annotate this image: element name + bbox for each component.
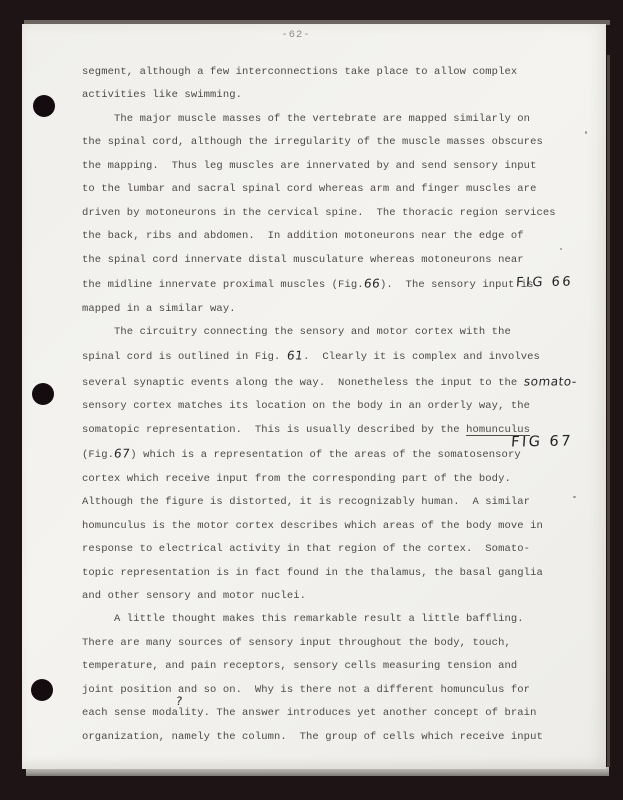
text-line [82, 515, 606, 538]
typed-text: homunculus is the motor cortex describes which areas of the body move in [82, 519, 543, 532]
text-line [82, 202, 606, 225]
text-line [82, 694, 606, 725]
text-line [82, 491, 606, 514]
handwritten-question-mark: ? [175, 694, 184, 709]
handwritten-margin-note-fig67: FIG 67 [510, 433, 574, 451]
typed-text: (Fig. [82, 449, 115, 462]
text-line [82, 249, 606, 272]
text-line [82, 679, 606, 702]
typed-text: segment, although a few interconnections take place to allow complex [82, 66, 518, 78]
text-line [82, 585, 606, 608]
typed-text: temperature, and pain receptors, sensory cells measuring tension and [82, 660, 518, 673]
text-line [82, 468, 606, 491]
text-line [82, 726, 606, 749]
text-line [82, 272, 606, 297]
handwritten-figure-number: 67 [113, 446, 132, 461]
typed-text: mapped in a similar way. [82, 302, 236, 315]
typed-body-text [22, 61, 606, 749]
text-line [82, 632, 606, 655]
typed-text: somatopic representation. This is usually described by the [82, 423, 467, 436]
text-line [82, 370, 606, 395]
typed-text: activities like swimming. [82, 89, 243, 102]
typed-text: spinal cord is outlined in Fig. [82, 351, 287, 364]
typed-text: response to electrical activity in that region of the cortex. Somato- [82, 543, 531, 556]
typed-text: The circuitry connecting the sensory and motor cortex with the [82, 325, 511, 338]
typed-text: the mapping. Thus leg muscles are innervated by and send sensory input [82, 159, 537, 172]
typed-text: several synaptic events along the way. Nonetheless the input to the [82, 376, 524, 389]
text-line [82, 608, 606, 631]
typed-text: ). The sensory input is [379, 279, 534, 292]
text-line [82, 225, 606, 248]
text-line [82, 108, 606, 131]
paper-stack-right-edge [607, 55, 610, 767]
text-line [82, 321, 606, 344]
page-number: -62- [281, 29, 311, 41]
typed-text: to the lumbar and sacral spinal cord whereas arm and finger muscles are [82, 183, 537, 196]
text-line [82, 655, 606, 678]
typed-text: The major muscle masses of the vertebrate are mapped similarly on [82, 112, 531, 125]
typed-text: the midline innervate proximal muscles (Fig. [82, 279, 364, 292]
typed-text: . The answer introduces yet another concept of brain [203, 707, 537, 720]
text-line [82, 562, 606, 585]
handwritten-figure-number: 66 [362, 276, 381, 291]
typed-text: each sense modality [82, 707, 204, 720]
typed-text: joint position and so on. Why is there not a different homunculus for [82, 683, 531, 696]
text-line [82, 155, 606, 178]
text-line [82, 131, 606, 154]
typed-text: There are many sources of sensory input throughout the body, touch, [82, 636, 511, 649]
typed-text: the back, ribs and abdomen. In addition motoneurons near the edge of [82, 230, 524, 243]
typed-text: organization, namely the column. The group of cells which receive input [82, 730, 543, 743]
scanned-page [22, 24, 606, 769]
typed-text: the spinal cord, although the irregularity of the muscle masses obscures [82, 136, 543, 149]
text-line [82, 419, 606, 442]
typed-text: Although the figure is distorted, it is recognizably human. A similar [82, 496, 531, 509]
typed-text: and other sensory and motor nuclei. [82, 589, 307, 602]
handwritten-figure-number: 61 [286, 348, 305, 363]
text-line [82, 61, 606, 84]
text-line [82, 178, 606, 201]
text-line [82, 442, 606, 467]
text-line [82, 344, 606, 369]
typed-text: driven by motoneurons in the cervical spine. The thoracic region services [82, 206, 556, 219]
typed-text: . Clearly it is complex and involves [303, 351, 540, 364]
typed-text: cortex which receive input from the corresponding part of the body. [82, 472, 511, 485]
typed-text: A little thought makes this remarkable result a little baffling. [82, 613, 524, 626]
typed-text: topic representation is in fact found in the thalamus, the basal ganglia [82, 566, 543, 579]
text-line [82, 298, 606, 321]
typed-text: ) which is a representation of the areas of the somatosensory [130, 449, 521, 462]
typed-text: sensory cortex matches its location on the body in an orderly way, the [82, 400, 531, 413]
text-line [82, 538, 606, 561]
text-line [82, 84, 606, 107]
text-line [82, 395, 606, 418]
typed-text: the spinal cord innervate distal musculature whereas motoneurons near [82, 253, 524, 266]
underlined-word-homunculus: homunculus [466, 423, 531, 436]
handwritten-word-somato: somato- [522, 374, 578, 389]
handwritten-margin-note-fig66: FIG 66 [515, 274, 574, 291]
